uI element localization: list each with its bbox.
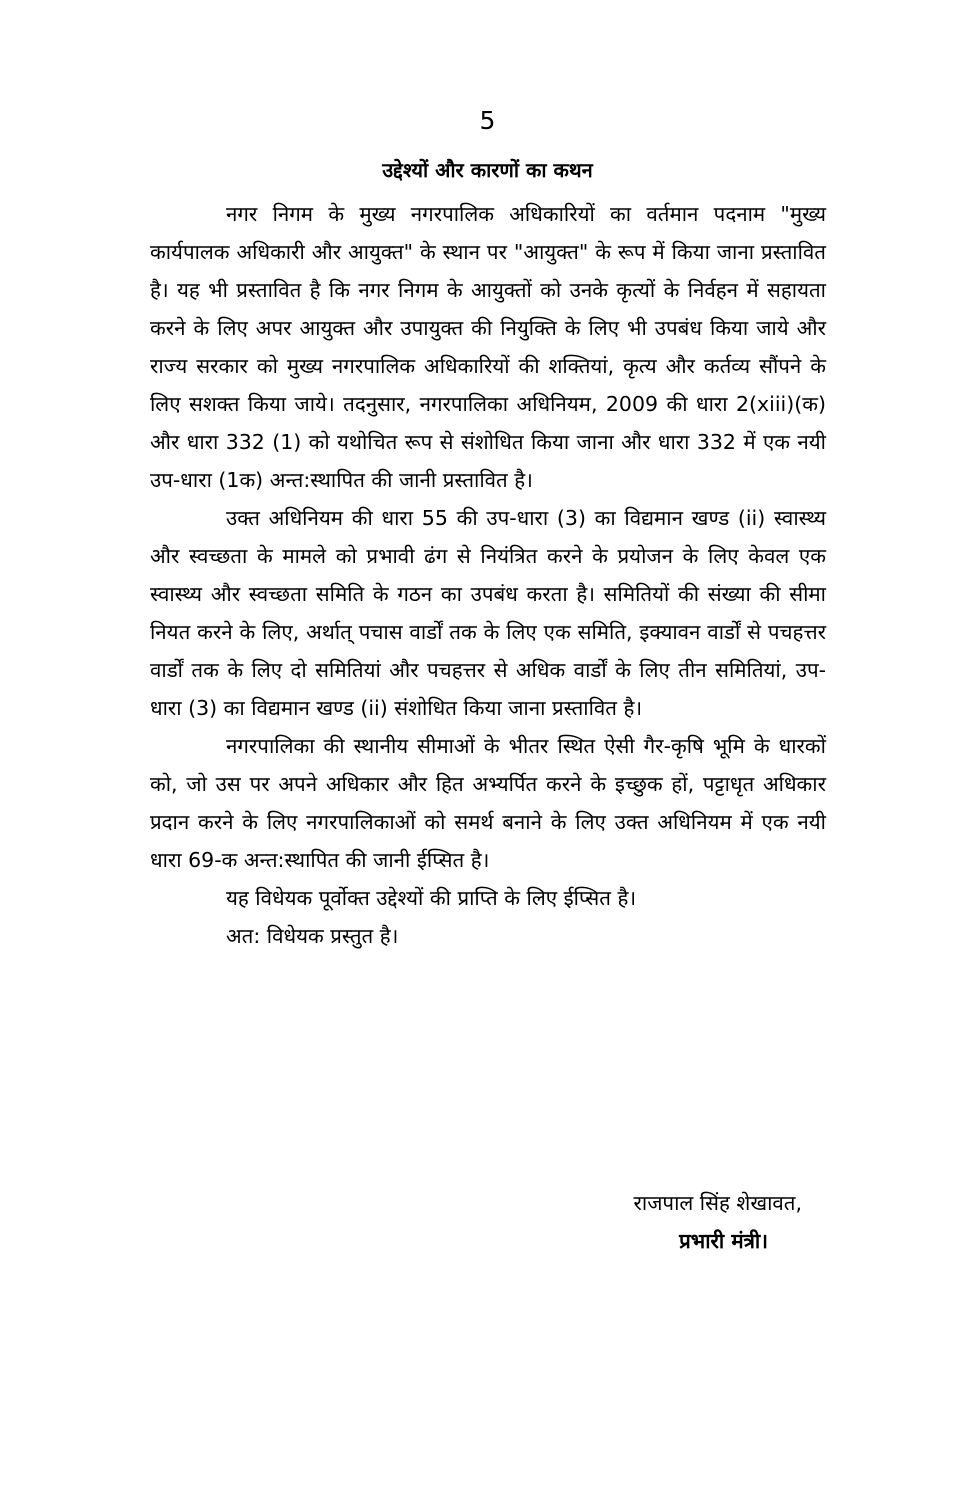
document-body [150, 195, 826, 955]
paragraph-2: उक्त अधिनियम की धारा 55 की उप-धारा (3) का विद्यमान खण्ड (ii) स्वास्थ्य और स्वच्छता के मामले को प्रभावी ढंग से नियंत्रित करने के प्रयोजन के लिए केवल एक स्वास्थ्य और स्वच्छता समिति के गठन का उपबंध करता है। समितियों की संख्या की सीमा नियत करने के लिए, अर्थात् पचास वार्डों तक के लिए एक समिति, इक्यावन वार्डों से पचहत्तर वार्डों तक के लिए दो समितियां और पचहत्तर से अधिक वार्डों के लिए तीन समितियां, उप-धारा (3) का विद्यमान खण्ड (ii) संशोधित किया जाना प्रस्तावित है। [150, 506, 826, 720]
closing-line-1: यह विधेयक पूर्वोक्त उद्देश्यों की प्राप्ति के लिए ईप्सित है। [226, 886, 637, 910]
paragraph-1: नगर निगम के मुख्य नगरपालिक अधिकारियों का वर्तमान पदनाम "मुख्य कार्यपालक अधिकारी और आयुक्त" के स्थान पर "आयुक्त" के रूप में किया जाना प्रस्तावित है। यह भी प्रस्तावित है कि नगर निगम के आयुक्तों को उनके कृत्यों के निर्वहन में सहायता करने के लिए अपर आयुक्त और उपायुक्त की नियुक्ति के लिए भी उपबंध किया जाये और राज्य सरकार को मुख्य नगरपालिक अधिकारियों की शक्तियां, कृत्य और कर्तव्य सौंपने के लिए सशक्त किया जाये। तदनुसार, नगरपालिका अधिनियम, 2009 की धारा 2(xiii)(क) और धारा 332 (1) को यथोचित रूप से संशोधित किया जाना और धारा 332 में एक नयी उप-धारा (1क) अन्त:स्थापित की जानी प्रस्तावित है। [150, 202, 826, 492]
document-title: उद्देश्यों और कारणों का कथन [382, 158, 593, 182]
closing-line-2: अत: विधेयक प्रस्तुत है। [226, 924, 399, 948]
signatory-designation: प्रभारी मंत्री। [679, 1229, 768, 1253]
signature-block [560, 1184, 810, 1260]
paragraph-3: नगरपालिका की स्थानीय सीमाओं के भीतर स्थित ऐसी गैर-कृषि भूमि के धारकों को, जो उस पर अपने अधिकार और हित अभ्यर्पित करने के इच्छुक हों, पट्टाधृत अधिकार प्रदान करने के लिए नगरपालिकाओं को समर्थ बनाने के लिए उक्त अधिनियम में एक नयी धारा 69-क अन्त:स्थापित की जानी ईप्सित है। [150, 734, 826, 872]
page-number: 5 [479, 106, 496, 135]
signatory-name: राजपाल सिंह शेखावत, [633, 1191, 802, 1215]
